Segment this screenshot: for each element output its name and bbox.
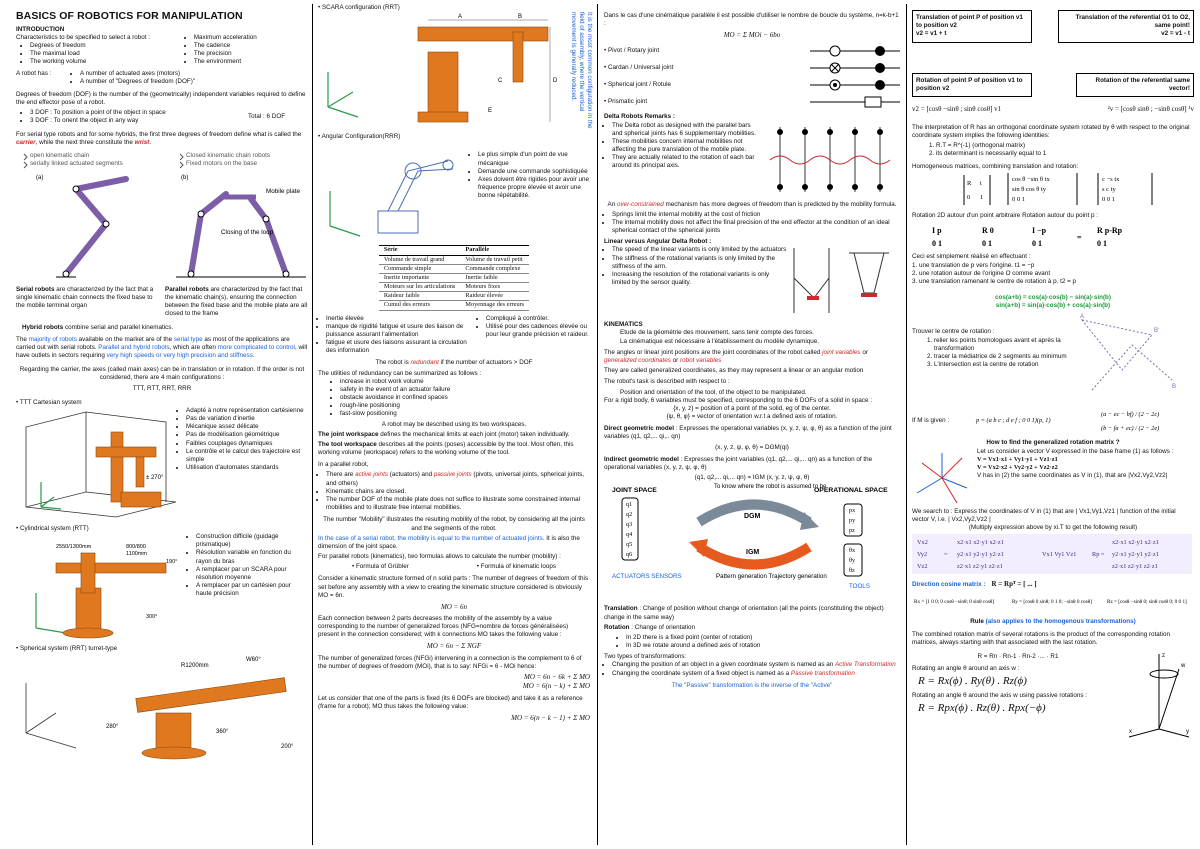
gruebler: • Formula of Grübler (351, 563, 409, 571)
list-item: • Springs limit the internal mobility at the cost of friction (612, 211, 900, 219)
formula-mo4: MO = 6(n − k − 1) + Σ MO (511, 714, 590, 723)
dof-total: Total : 6 DOF (248, 113, 286, 121)
list-item: • 3 DOF : To position a point of the object in space (30, 109, 248, 117)
list-item: • Construction difficile (guidage prismatique) (196, 533, 308, 549)
ttt-figure (16, 407, 176, 522)
svg-text:sin θ cos θ ty: sin θ cos θ ty (1012, 185, 1047, 193)
basic-rotations (912, 589, 1192, 615)
tools-label: TOOLS (849, 583, 870, 591)
rot-matrix-ref: ²v = [cosθ sinθ ; −sinθ cosθ] ¹v (1107, 104, 1194, 113)
svg-text:y2·x1 y2·y1 y2·z1: y2·x1 y2·y1 y2·z1 (957, 551, 1004, 559)
svg-text:Ry = [cosθ 0 sinθ; 0 1 0; −sin: Ry = [cosθ 0 sinθ; 0 1 0; −sinθ 0 cosθ] (1012, 599, 1092, 606)
passive-inverse: The "Passive" transformation is the inverse of the "Active" (671, 681, 833, 689)
frame-text: Let us consider that one of the parts is fixed (its 6 DOFs are blocked) and take it as a reference (frame for a robot); MO thus takes the following value: (318, 695, 583, 711)
list-item: • The cadence (194, 42, 308, 50)
list-item: • Utilisation d'automates standards (186, 464, 308, 472)
legend-l2: serially linked actuated segments (30, 159, 123, 167)
dcm-formula: R = Rpᵀ = [ ... ] (991, 580, 1037, 589)
svg-text:A: A (1080, 314, 1085, 321)
list-item: • rough-line positioning (340, 402, 590, 410)
delta-bars-figure (760, 122, 900, 197)
majority-text: The majority of robots available on the market are of the serial type as most of the applications are carried out with serial robots. Parallel and hybrid robots, which are often more complicated to control, will have outlets in sectors requiring very high speeds or very high precision and stiffness. (16, 335, 308, 360)
rule-title: Rule (also applies to the homogenous transformations) (970, 618, 1136, 626)
list-item: • The precision (194, 50, 308, 58)
box-rotation-ref: Rotation of the referential same vector! (1076, 73, 1194, 97)
list-item: • In 3D we rotate around a defined axis of rotation (626, 642, 900, 650)
q-item: q2 (626, 511, 633, 519)
find-title: Trouver le centre de rotation : (912, 328, 995, 336)
svg-text:0 0 1: 0 0 1 (1012, 195, 1025, 203)
svg-text:y: y (1186, 729, 1189, 735)
list-item: • Changing the coordinate system of a fixed object is named as a Passive transformation (612, 670, 900, 678)
delta-title: Delta Robots Remarks : (604, 113, 676, 121)
cyl-dim3: 1100mm (126, 551, 147, 558)
list-item: • Changing the position of an object in a given coordinate system is named as an Active Transformation (612, 661, 900, 669)
rot-matrix-point: v2 = [cosθ −sinθ ; sinθ cosθ] v1 (912, 104, 1002, 113)
t-item: θy (849, 557, 856, 565)
column-4 (912, 4, 1194, 845)
actuators-label: ACTUATORS SENSORS (612, 573, 682, 581)
legend-r2: Fixed motors on the base (186, 159, 258, 167)
rotation-def: Rotation : Change of orientation (604, 623, 696, 631)
char-lead: Characteristics to be specified to select a robot : (16, 33, 151, 41)
list-item: • Le contrôle et le calcul des trajectoire est simple (186, 448, 308, 464)
list-item: • obstacle avoidance in confined spaces (340, 394, 590, 402)
igm-label: IGM (746, 549, 760, 557)
q-item: q3 (626, 521, 633, 529)
svg-text:z2·x1 z2·y1 z2·z1: z2·x1 z2·y1 z2·z1 (1112, 563, 1158, 571)
p-item: pz (849, 527, 855, 535)
step: 2. une rotation autour de l'origine O comme avant (912, 269, 1051, 277)
formula-mo: MO = 6n (440, 602, 468, 611)
parallel-mobility: For parallel robots (kinematics), two formulas allows to calculate the number (mobility) : (318, 553, 561, 561)
list-item: 2. its determinant is necessarily equal to 1 (936, 150, 1194, 158)
list-item: • Faibles couplages dynamiques (186, 440, 308, 448)
list-item: • fast-slow positioning (340, 410, 590, 418)
carrier-text: Regarding the carrier, the axes (called main axes) can be in translation or in rotation. If the order is not considered, there are 4 main configurations : (19, 366, 305, 382)
svg-text:s c ty: s c ty (1102, 185, 1116, 193)
kinematics-title: KINEMATICS (604, 321, 643, 329)
formula-rx: R = Rx(ϕ) . Ry(θ) . Rz(ϕ) (918, 675, 1027, 688)
angles-text: The angles or linear joint positions are the joint coordinates of the robot called joint variables or generalized coordinates or robot variables (604, 348, 868, 364)
list-item: • In 2D there is a fixed point (center of rotation) (626, 634, 900, 642)
svg-text:I −p: I −p (1032, 226, 1047, 236)
projection-matrix (912, 532, 1192, 577)
formula-mo2: MO = 6n − Σ NGF (426, 642, 482, 651)
parallel-robots-def: Parallel robots are characterized by the fact that the kinematic chain(s), ensuring the connection between the fixed base and the mobile plate are all closed to the frame (165, 285, 308, 318)
closing-label: Closing of the loop (221, 228, 274, 236)
scara-dim: E (488, 108, 493, 115)
legend-r1: Closed kinematic chain robots (186, 151, 270, 159)
scara-dim: D (553, 78, 558, 85)
svg-text:=: = (944, 551, 948, 559)
pattern-label: Pattern generation Trajectory generation (716, 573, 827, 581)
list-item: • A remplacer par un cartésien pour haute précision (196, 582, 308, 598)
svg-text:I p: I p (932, 226, 942, 236)
cardan-icon (810, 61, 900, 75)
formula-mo3a: MO = 6n − 6k + Σ MO (524, 672, 590, 681)
axis-w-figure (1124, 649, 1194, 739)
mobility-text: The number "Mobility" illustrates the resulting mobility of the robot, by considering all the joints and the segments of the robot. (323, 516, 585, 532)
mobile-plate-label: Mobile plate (266, 187, 300, 195)
cyl-title: • Cylindrical system (RTT) (16, 524, 89, 532)
table-row: Volume de travail grand Volume de travail petit (379, 255, 529, 264)
cyl-ang1: 190° (166, 559, 178, 566)
task-1: The robot's task is described with respect to : (604, 378, 730, 386)
list-item: • The Delta robot as designed with the parallel bars and spherical joints has 6 supplementary mobilities. (612, 122, 760, 138)
delta-robots-figure (789, 238, 899, 318)
frame-figure (912, 448, 977, 508)
dgm-formula: (x, y, z, ψ, φ, θ) = DGM(qi) (715, 443, 789, 451)
svg-text:Vx2: Vx2 (917, 539, 928, 547)
joint-ws: The joint workspace defines the mechanical limits at each joint (motor) taken individually. (318, 430, 570, 438)
angles-note: They are called generalized coordinates, as they may represent a linear or an angular motion (604, 367, 864, 375)
svg-text:R 0: R 0 (982, 226, 994, 236)
box-translation-point: Translation of point P of position v1 to position v2 v2 = v1 + t (912, 10, 1032, 43)
svg-text:1: 1 (980, 193, 984, 201)
svg-text:0 1: 0 1 (1032, 239, 1042, 249)
rotation-center-figure (1072, 310, 1192, 400)
ang-x: Rotating an angle θ around an axis w : (912, 665, 1020, 673)
table-row: Moteurs sur les articulations Moteurs fixes (379, 283, 529, 292)
formula-mo3b: MO = 6(n − k) + Σ MO (522, 682, 590, 691)
interp-text: The interpretation of R has an orthogonal coordinate system rotated by θ with respect to the original coordinate system implies the following identities: (912, 123, 1190, 140)
task-4: {x, y, z} = position of a point of the solid, eg of the center. (673, 404, 831, 412)
table-header: Parallèle (460, 246, 529, 255)
tool-ws: The tool workspace describes all the points (poses) accessible by the tool. Most often, this working volume (workspace) refers to the working volume of the tool. (318, 440, 574, 457)
step: 3. une translation ramenant le centre de rotation à p. t2 = p (912, 277, 1076, 285)
list-item: • Demande une commande sophistiquée (478, 168, 590, 176)
scara-dim: B (518, 14, 523, 21)
m-given: If M is given : (912, 417, 950, 425)
t-item: θz (849, 567, 855, 575)
list-item: • A remplacer par un SCARA pour résolution moyenne (196, 566, 308, 582)
cyl-dim2: 800/800 (126, 544, 146, 551)
t-item: θx (849, 547, 856, 555)
ceci-text: Ceci est simplement réalisé en effectuant : (912, 253, 1031, 261)
igm-text: Indirect geometric model : Expresses the joint variables (q1, q2,... qi,... qn) as a function of the operational variables (x, y, z, ψ, φ, θ) (604, 455, 873, 471)
task-5: {ψ, θ, φ} = vector of orientation w.r.t a defined axis of rotation. (666, 413, 838, 421)
table-row: Cumul des erreurs Moyennage des erreurs (379, 301, 529, 310)
svg-text:0 1: 0 1 (932, 239, 942, 249)
joint-label: • Cardan / Universal joint (604, 64, 674, 72)
p-item: py (849, 517, 856, 525)
dgm-label: DGM (744, 513, 761, 521)
q-item: q6 (626, 551, 633, 559)
angular-title: • Angular Configuration(RRR) (318, 133, 401, 141)
svg-text:w: w (1181, 663, 1186, 669)
task-2: Position and orientation of the tool, of the object to be manipulated. (620, 388, 807, 396)
list-item: • Mécanique assez délicate (186, 423, 308, 431)
list-item: • Degrees of freedom (30, 42, 170, 50)
list-item: • 3 DOF : To orient the object in any way (30, 117, 248, 125)
homog-matrix (912, 171, 1192, 209)
list-item: • Utilisé pour des cadences élevée ou pour leur grande précision et raideur. (486, 323, 590, 339)
sph-ang1: W60° (246, 657, 261, 664)
svg-text:cos θ −sin θ tx: cos θ −sin θ tx (1012, 175, 1050, 183)
search-text: We search to : Express the coordinates of V in (1) that are | Vx1,Vy1,Vz1 | function of the initial vector V, i.e. | Vx2,Vy2,Vz2 | (912, 507, 1176, 523)
column-2 (318, 4, 593, 845)
how-title: How to find the generalized rotation matrix ? (986, 439, 1120, 447)
table-row: Raideur faible Raideur élevée (379, 292, 529, 301)
joint-label: • Spherical joint / Rotule (604, 81, 671, 89)
formula-loops: MO = Σ MOi − 6bo (723, 31, 781, 40)
scara-figure (318, 12, 558, 130)
svg-text:c −s tx: c −s tx (1102, 175, 1120, 183)
igm-formula: (q1, q2,... qi,... qn) = IGM (x, y, z, ψ, φ, θ) (694, 474, 810, 482)
list-item: • safety in the event of an actuator failure (340, 386, 590, 394)
list-item: • Pas de variation d'inertie (186, 415, 308, 423)
svg-text:0 1: 0 1 (982, 239, 992, 249)
list-item: • A number of actuated axes (motors) (80, 70, 195, 78)
sph-ang3: 360° (216, 729, 229, 736)
configs: TTT, RTT, RRT, RRR (132, 384, 192, 392)
serial-mobility: In the case of a serial robot, the mobility is equal to the number of actuated joints. It is also the dimension of the joint space. (318, 534, 580, 550)
ttt-angle: ± 270° (146, 474, 164, 481)
list-item: 1. relier les points homologues avant et après la transformation (934, 337, 1072, 353)
box-translation-ref: Translation of the referential O1 to O2, same point! v2 = v1 - t (1058, 10, 1194, 43)
serial-parallel-figure (16, 149, 306, 284)
scara-dim: A (458, 14, 463, 21)
formula-rpx: R = Rpx(ϕ) . Rz(θ) . Rpx(−ϕ) (918, 701, 1046, 714)
list-item: • These mobilities concern internal mobilities not affecting the pure translation of the mobile plate. (612, 138, 760, 154)
cyl-figure (16, 533, 186, 643)
comb-text: The combined rotation matrix of several rotations is the product of the corresponding rotation matrices, always starting with that associated with the last rotation. (912, 630, 1170, 646)
svg-text:B': B' (1154, 328, 1160, 335)
table-header: Série (379, 246, 461, 255)
svg-text:Rz = [cosθ −sinθ 0; sinθ cosθ: Rz = [cosθ −sinθ 0; sinθ cosθ 0; 0 0 1] (1107, 599, 1187, 606)
operational-space-label: OPERATIONAL SPACE (814, 487, 888, 495)
v2-expr: V = Vx2·x2 + Vy2·y2 + Vz2·z2 (977, 463, 1058, 471)
ttt-title: • TTT Cartesian system (16, 398, 82, 406)
kin-def1: Etude de la géométrie des mouvement, sans tenir compte des forces. (620, 329, 814, 337)
kin-struct: Consider a kinematic structure formed of n solid parts : The number of degrees of freedom of this set before any assembly with a view to creating the kinematic structure considered is obviously MO = 6n. (318, 575, 589, 599)
svg-text:0 1: 0 1 (1097, 239, 1107, 249)
dof-text: Degrees of freedom (DOF) is the number of the (geometrically) independent variables required to define the end effector pose of a robot. (16, 90, 306, 107)
pivot-icon (810, 44, 900, 58)
list-item: • Axes doivent être rigides pour avoir une fréquence propre élevée et avoir une bonne répétabilité. (478, 176, 590, 201)
list-item: • The stiffness of the rotational variants is only limited by the stiffness of the arm. (612, 255, 789, 271)
q-item: q4 (626, 531, 633, 539)
box-rotation-point: Rotation of point P of position v1 to position v2 (912, 73, 1032, 97)
joint-operational-diagram (604, 482, 900, 600)
svg-text:x: x (1129, 729, 1132, 735)
fig-a: (a) (36, 174, 44, 181)
sph-figure (16, 653, 306, 763)
cyl-ang2: 300° (146, 614, 158, 621)
v1-expr: V = Vx1·x1 + Vy1·y1 + Vz1·z1 (977, 455, 1058, 463)
svg-text:Rx = [1 0 0; 0 cosθ −sinθ; 0 s: Rx = [1 0 0; 0 cosθ −sinθ; 0 sinθ cosθ] (914, 599, 995, 606)
parallel-lead: In a parallel robot, (318, 461, 369, 469)
workspaces: A robot may be described using its two workspaces. (381, 420, 527, 428)
svg-text:x2·x1 x2·y1 x2·z1: x2·x1 x2·y1 x2·z1 (957, 539, 1004, 547)
list-item: • Kinematic chains are closed. (326, 488, 590, 496)
joint-label: • Prismatic joint (604, 98, 648, 106)
spherical-icon (810, 78, 900, 92)
sph-dim1: R1200mm (181, 663, 209, 670)
scara-rotated-note: It is the most common configuration in the field of assembly, where the vertical movement is generally reduced. (569, 12, 593, 129)
dcm-label: Direction cosine matrix : (912, 580, 986, 588)
table-row: Inertie importante Inertie faible (379, 273, 529, 282)
serial-robots-def: Serial robots are characterized by the fact that a single kinematic chain connects the fixed base to the mobile terminal organ (16, 285, 154, 310)
rot2d-matrix (912, 220, 1192, 250)
sph-title: • Spherical system (RRT) turret-type (16, 645, 118, 653)
cos-identity: cos(a+b) = cos(a)·cos(b) − sin(a)·sin(b) (995, 294, 1111, 302)
step: 1. une translation de p vers l'origine. t1 = −p (912, 261, 1035, 269)
sph-ang4: 200° (281, 744, 294, 751)
list-item: 3. L'intersection est la centre de rotation (934, 361, 1072, 369)
dgm-text: Direct geometric model : Expresses the operational variables (x, y, z, ψ, φ, θ) as a function of the joint variables (q1, q2,... qi,.. qn) (604, 425, 892, 441)
serial-carrier-text: For serial type robots and for some hybrids, the first three degrees of freedom define what is called the carrier, while the next three constitute the wrist. (16, 130, 302, 146)
column-3 (604, 4, 900, 845)
list-item: • A number of "Degrees of freedom (DOF)" (80, 78, 195, 86)
svg-text:Vz2: Vz2 (917, 563, 928, 571)
list-item: • Compliqué à contrôler. (486, 315, 590, 323)
each-conn: Each connection between 2 parts decreases the mobility of the assembly by a value corresponding to the number of generalized forces (NFG=nombre de forces généralisées) present in the connection considered; with k connections MO takes the following value : (318, 614, 569, 639)
list-item: • increase in robot work volume (340, 378, 590, 386)
nfg-text: The number of generalized forces (NFGi) intervening in a connection is the complement to 6 of the number of degrees of freedom (MOi), that is to say: NFGi = 6 - MOi hence: (318, 654, 582, 670)
angular-figure (318, 141, 468, 241)
homog-text: Homogeneous matrices, combining translation and rotation: (912, 162, 1079, 170)
util-lead: The utilities of redundancy can be summarized as follows : (318, 369, 482, 377)
svg-text:R: R (967, 179, 972, 187)
svg-text:z2·x1 z2·y1 z2·z1: z2·x1 z2·y1 z2·z1 (957, 563, 1003, 571)
list-item: • There are active joints (actuators) and passive joints (pivots, universal joints, spherical joints, and others) (326, 471, 590, 487)
intro-heading: INTRODUCTION (16, 25, 65, 33)
q-item: q5 (626, 541, 633, 549)
sin-identity: sin(a+b) = sin(a)·cos(b) + cos(a)·sin(b) (995, 302, 1111, 310)
list-item: • They are actually related to the rotation of each bar around its principal axis. (612, 154, 760, 170)
svg-text:R p-Rp: R p-Rp (1097, 226, 1123, 236)
list-item: • Le plus simple d'un point de vue mécanique (478, 151, 590, 167)
rprod: R = Rn · Rn-1 · Rn-2 ·... · R1 (977, 653, 1059, 660)
types-title: Two types of transformations: (604, 653, 687, 661)
svg-text:B: B (1172, 384, 1177, 391)
list-item: • fatigue et usure des liaisons assurant la circulation des information (326, 339, 472, 355)
scara-dim: C (498, 78, 503, 85)
task-3: For a rigid body, 6 variables must be specified, corresponding to the 6 DOFs of a solid in space : (604, 396, 872, 404)
list-item: • Maximum acceleration (194, 34, 308, 42)
joint-label: • Pivot / Rotary joint (604, 47, 660, 55)
legend-l1: open kinematic chain (30, 151, 90, 159)
list-item: • The working volume (30, 58, 170, 66)
column-1 (16, 4, 308, 845)
fig-b: (b) (181, 174, 189, 181)
robot-has-label: A robot has : (16, 69, 52, 77)
over-constrained: An over-constrained mechanism has more degrees of freedom than is predicted by the mobility formula. (607, 200, 897, 208)
hybrid-def: Hybrid robots combine serial and parallel kinematics. (22, 323, 174, 331)
list-item: • The number DOF of the mobile plate does not suffice to illustrate some constrained internal mobilities and to illustrate free internal mobilities. (326, 496, 590, 512)
p-item: px (849, 507, 856, 515)
svg-text:y2·x1 y2·y1 y2·z1: y2·x1 y2·y1 y2·z1 (1112, 551, 1159, 559)
scara-title: • SCARA configuration (RRT) (318, 4, 400, 11)
list-item: • Résolution variable en fonction du rayon du bras (196, 549, 308, 565)
list-item: • Inertie élevée (326, 315, 472, 323)
joints-list (604, 44, 900, 109)
svg-text:=: = (1077, 233, 1082, 243)
rot2d-text: Rotation 2D autour d'un point arbitraire Rotation autour du point p : (912, 211, 1099, 219)
svg-text:(a − ec − bf) / (2 − 2c): (a − ec − bf) / (2 − 2c) (1101, 411, 1160, 419)
table-row: Commande simple Commande complexe (379, 264, 529, 273)
svg-text:0: 0 (967, 193, 971, 201)
joint-space-label: JOINT SPACE (612, 487, 657, 495)
translation-def: Translation : Change of position without change of orientation (all the points (constituting the object) change in the same way) (604, 605, 884, 621)
serial-parallel-table (379, 245, 529, 310)
list-item: • Pas de modélisation géométrique (186, 431, 308, 439)
list-item: • The speed of the linear variants is only limited by the actuators (612, 246, 789, 254)
lin-title: Linear versus Angular Delta Robot : (604, 238, 712, 246)
list-item: • The maximal load (30, 50, 170, 58)
list-item: 2. tracer la médiatrice de 2 segments au minimum (934, 353, 1072, 361)
closed-text: Dans le cas d'une cinématique parallèle il est possible d'utiliser le nombre de boucle du système, n=k-b+1 : (604, 12, 899, 28)
v-has: V has in (2) the same coordinates as V in (1), that are |Vx2,Vy2,Vz2| (977, 472, 1168, 480)
svg-text:Rp =: Rp = (1092, 551, 1105, 559)
list-item: • Adapté à notre représentation cartésienne (186, 407, 308, 415)
svg-text:z: z (1162, 653, 1165, 659)
sph-ang2: 280° (106, 724, 119, 731)
list-item: 1. R.T = R^(-1) (orthogonal matrix) (936, 142, 1194, 150)
list-item: • manque de rigidité fatigue et usure des liaison de puissance assurant l'alimentation (326, 323, 472, 339)
m-matrix (966, 406, 1166, 436)
loops: • Formula of kinematic loops (476, 563, 556, 571)
list-item: • The environment (194, 58, 308, 66)
redundant-text: The robot is redundant if the number of actuators > DOF (375, 359, 533, 367)
svg-text:t: t (980, 179, 982, 187)
q-item: q1 (626, 501, 633, 509)
svg-text:Vy2: Vy2 (917, 551, 928, 559)
svg-text:p = (a b c ; d e f ; 0 0: p = (a b c ; d e f ; 0 0 1)(p, 1) (976, 417, 1051, 425)
svg-text:Vx1 Vy1 Vz1: Vx1 Vy1 Vz1 (1042, 551, 1077, 559)
kin-def2: La cinématique est nécessaire à l'établissement du modèle dynamique. (620, 337, 819, 345)
list-item: • Increasing the resolution of the rotational variants is only limited by the sensor quality. (612, 271, 789, 287)
svg-text:0 0 1: 0 0 1 (1102, 195, 1115, 203)
cyl-dim1: 2550/1300mm (56, 544, 92, 551)
page-title: BASICS OF ROBOTICS FOR MANIPULATION (16, 10, 243, 22)
list-item: • The internal mobility does not affect the final precision of the end effector at the condition of an ideal spherical contact of the spherical joints (612, 219, 900, 235)
svg-text:x2·x1 x2·y1 x2·z1: x2·x1 x2·y1 x2·z1 (1112, 539, 1159, 547)
ang-w: Rotating an angle θ around the axis w using passive rotations : (912, 691, 1088, 699)
svg-text:(b − fa + ec) / (2 − 2e): (b − fa + ec) / (2 − 2e) (1101, 425, 1160, 433)
prismatic-icon (810, 95, 900, 109)
know-label: To know where the robot is assumed to be (714, 484, 827, 491)
multiply-note: (Multiply expression above by xi.T to get the following result) (968, 523, 1138, 531)
let-v: Let us consider a vector V expressed in the base frame (1) as follows : (977, 447, 1174, 455)
